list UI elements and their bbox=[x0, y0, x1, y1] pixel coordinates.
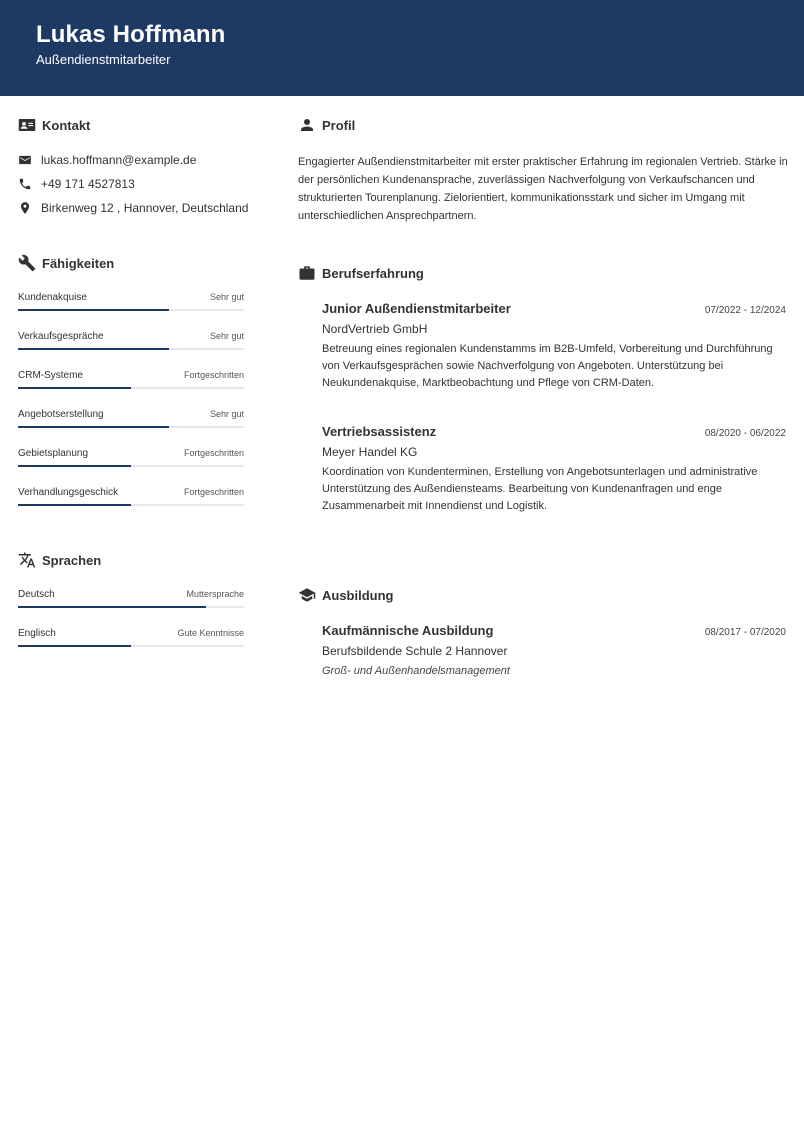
contact-address: Birkenweg 12 , Hannover, Deutschland bbox=[41, 201, 249, 215]
language-item bbox=[18, 589, 244, 608]
profile-summary: Engagierter Außendienstmitarbeiter mit erster praktischer Erfahrung im regionalen Vertrieb. Stärke in der persönlichen Kundenansprache, zuverlässigen Nachverfolgung von Verkaufschancen und strukturierten Tourenplanung. Zielorientiert, kommunikationsstark und sicher im Umgang mit unterschiedlichen Ansprechpartnern. bbox=[298, 156, 788, 222]
job-description: Koordination von Kundenterminen, Erstellung von Angebotsunterlagen und administrative Unterstützung des Außendiensteams. Bearbeitung von Kundenanfragen und enge Zusammenarbeit mit Innendienst und Logistik. bbox=[322, 466, 758, 512]
skill-bar bbox=[18, 426, 244, 428]
skill-bar-fill bbox=[18, 348, 169, 350]
skill-item bbox=[18, 331, 244, 350]
skill-label: Kundenakquise bbox=[18, 292, 87, 303]
skills-heading-label: Fähigkeiten bbox=[42, 255, 115, 271]
skill-bar bbox=[18, 387, 244, 389]
job-date: 08/2020 - 06/2022 bbox=[704, 428, 786, 439]
contact-heading bbox=[18, 116, 90, 134]
experience-entry bbox=[322, 301, 786, 392]
language-item bbox=[18, 628, 244, 647]
education-school: Berufsbildende Schule 2 Hannover bbox=[322, 644, 508, 658]
skill-label: Gebietsplanung bbox=[18, 448, 89, 459]
education-field: Groß- und Außenhandelsmanagement bbox=[322, 665, 510, 677]
contact-email[interactable]: lukas.hoffmann@example.de bbox=[41, 153, 197, 167]
education-heading bbox=[298, 586, 394, 604]
email-icon bbox=[18, 153, 32, 167]
skill-level: Sehr gut bbox=[209, 292, 244, 302]
skill-bar bbox=[18, 309, 244, 311]
language-bar bbox=[18, 645, 244, 647]
skill-bar-fill bbox=[18, 387, 131, 389]
skill-bar-fill bbox=[18, 426, 169, 428]
education-date: 08/2017 - 07/2020 bbox=[704, 627, 786, 638]
language-level: Muttersprache bbox=[186, 589, 244, 599]
skill-level: Sehr gut bbox=[209, 331, 244, 341]
skill-label: Verhandlungsgeschick bbox=[18, 487, 119, 498]
languages-heading bbox=[18, 551, 101, 569]
language-level: Gute Kenntnisse bbox=[177, 628, 244, 638]
skill-bar-fill bbox=[18, 465, 131, 467]
job-role: Junior Außendienstmitarbeiter bbox=[322, 301, 511, 316]
skill-bar bbox=[18, 504, 244, 506]
language-label: Deutsch bbox=[18, 589, 55, 600]
translate-icon bbox=[18, 551, 36, 569]
experience-heading-label: Berufserfahrung bbox=[322, 265, 424, 281]
skill-item bbox=[18, 409, 244, 428]
skill-item bbox=[18, 448, 244, 467]
skill-level: Fortgeschritten bbox=[183, 448, 244, 458]
skill-bar bbox=[18, 465, 244, 467]
education-degree: Kaufmännische Ausbildung bbox=[322, 623, 494, 638]
skill-level: Sehr gut bbox=[209, 409, 244, 419]
job-description: Betreuung eines regionalen Kundenstamms im B2B-Umfeld, Vorbereitung und Durchführung von Verkaufsgesprächen sowie Nachverfolgung von Angeboten. Unterstützung bei Neukundenakquise, Marktbeobachtung und Pflege von CRM-Daten. bbox=[322, 343, 773, 389]
experience-heading bbox=[298, 264, 424, 282]
contact-address-row bbox=[18, 201, 248, 215]
skill-level: Fortgeschritten bbox=[183, 370, 244, 380]
skill-label: Verkaufsgespräche bbox=[18, 331, 104, 342]
education-heading-label: Ausbildung bbox=[322, 587, 394, 603]
skill-item bbox=[18, 292, 244, 311]
language-bar-fill bbox=[18, 645, 131, 647]
skill-label: CRM-Systeme bbox=[18, 370, 84, 381]
phone-icon bbox=[18, 177, 32, 191]
skills-heading bbox=[18, 254, 114, 272]
languages-heading-label: Sprachen bbox=[42, 552, 102, 568]
job-company: NordVertrieb GmbH bbox=[322, 322, 428, 336]
contact-card-icon bbox=[18, 116, 36, 134]
briefcase-icon bbox=[298, 264, 316, 282]
skill-bar-fill bbox=[18, 504, 131, 506]
education-entry bbox=[322, 623, 786, 677]
skill-item bbox=[18, 487, 244, 506]
graduation-cap-icon bbox=[298, 586, 316, 604]
contact-phone[interactable]: +49 171 4527813 bbox=[41, 177, 135, 191]
contact-heading-label: Kontakt bbox=[42, 117, 91, 133]
wrench-icon bbox=[18, 254, 36, 272]
profile-heading bbox=[298, 116, 355, 134]
skill-item bbox=[18, 370, 244, 389]
contact-phone-row bbox=[18, 177, 135, 191]
experience-entry bbox=[322, 424, 786, 515]
location-pin-icon bbox=[18, 201, 32, 215]
person-icon bbox=[298, 116, 316, 134]
contact-email-row bbox=[18, 153, 196, 167]
job-role: Vertriebsassistenz bbox=[322, 424, 437, 439]
skill-label: Angebotserstellung bbox=[18, 409, 104, 420]
skill-bar bbox=[18, 348, 244, 350]
person-name: Lukas Hoffmann bbox=[36, 21, 226, 48]
profile-heading-label: Profil bbox=[322, 117, 356, 133]
job-company: Meyer Handel KG bbox=[322, 445, 418, 459]
language-bar-fill bbox=[18, 606, 206, 608]
skill-bar-fill bbox=[18, 309, 169, 311]
language-label: Englisch bbox=[18, 628, 56, 639]
skill-level: Fortgeschritten bbox=[183, 487, 244, 497]
job-date: 07/2022 - 12/2024 bbox=[704, 305, 786, 316]
header-banner bbox=[0, 0, 804, 96]
language-bar bbox=[18, 606, 244, 608]
job-title: Außendienstmitarbeiter bbox=[36, 52, 171, 67]
